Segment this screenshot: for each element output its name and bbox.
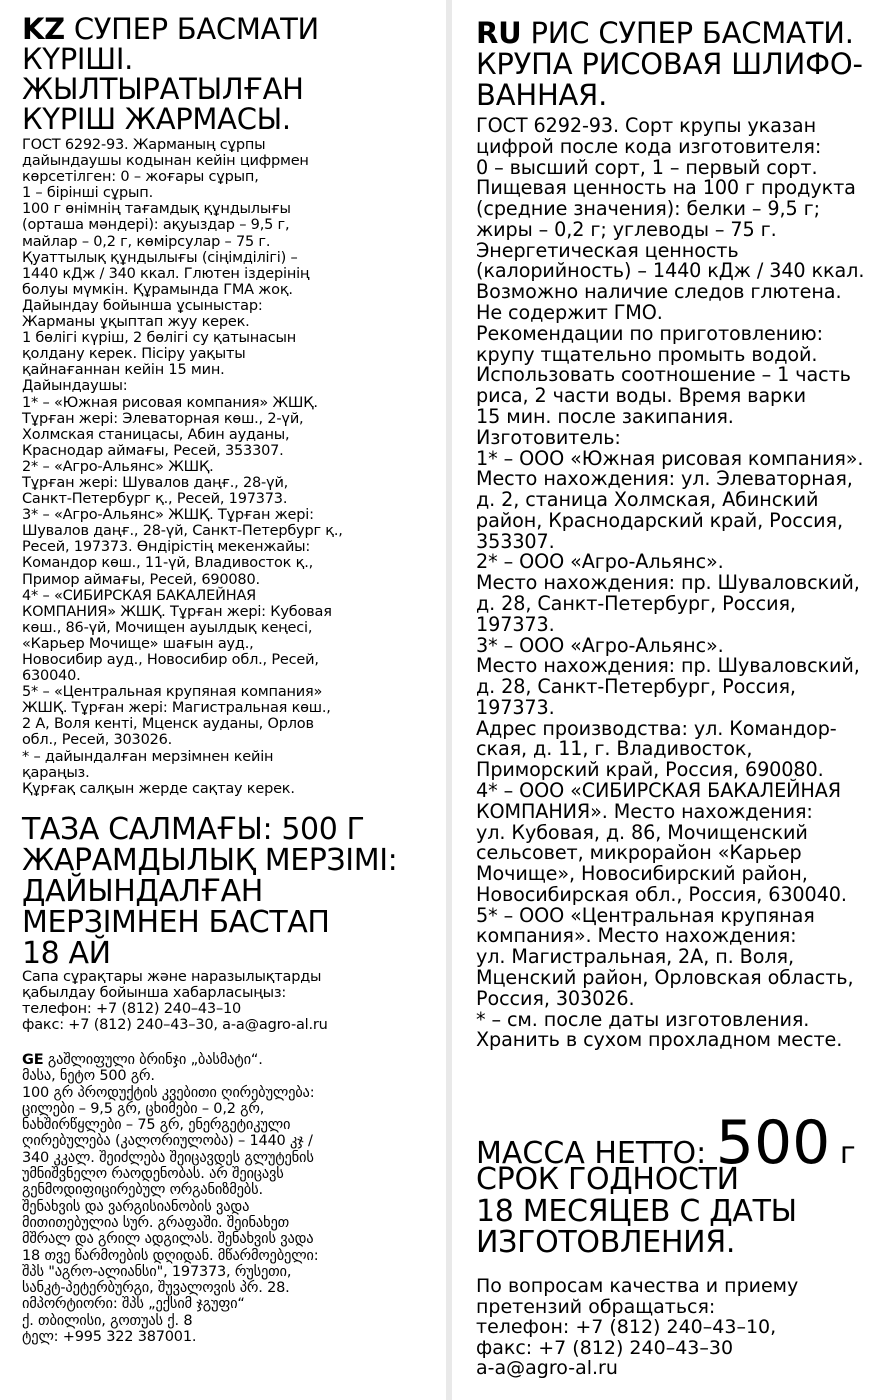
kz-description-line: қайнағаннан кейін 15 мин. xyxy=(22,362,225,379)
kz-description-line: дайындаушы кодынан кейін цифрмен xyxy=(22,153,309,170)
ru-description-line: сельсовет, микрорайон «Карьер xyxy=(476,841,802,865)
ru-description-line: ГОСТ 6292-93. Сорт крупы указан xyxy=(476,114,817,137)
kz-description-line: майлар – 0,2 г, көмірсулар – 75 г. xyxy=(22,233,271,250)
kz-language-code: KZ xyxy=(22,12,65,46)
ru-title-line: RU РИС СУПЕР БАСМАТИ. xyxy=(476,16,854,50)
ru-contacts xyxy=(476,1276,886,1379)
ge-description-line: შპს "აგრო-ალიანსი", 197373, რუსეთი, xyxy=(22,1263,292,1280)
ru-description-line: Возможно наличие следов глютена. xyxy=(476,280,842,304)
kz-shelf-life-line: МЕРЗІМНЕН БАСТАП xyxy=(22,905,330,940)
kz-phone: телефон: +7 (812) 240–43–10 xyxy=(22,1001,242,1017)
ru-description-line: 3* – ООО «Агро-Альянс». xyxy=(476,633,724,657)
ru-description-line: компания». Место нахождения: xyxy=(476,924,797,948)
ru-title-line: ВАННАЯ. xyxy=(476,78,608,112)
kz-description-line: Санкт-Петербург қ., Ресей, 197373. xyxy=(22,491,288,508)
kz-description-line: «Карьер Мочище» шағын ауд., xyxy=(22,635,254,652)
kz-description-line: Дайындаушы: xyxy=(22,378,128,395)
ru-description-line: цифрой после кода изготовителя: xyxy=(476,134,822,158)
kz-description-line: Жарманы ұқыптап жуу керек. xyxy=(22,314,250,331)
ru-description-line: 4* – ООО «СИБИРСКАЯ БАКАЛЕЙНАЯ xyxy=(476,779,841,802)
kz-contact-line: Сапа сұрақтары және наразылықтарды xyxy=(22,969,322,985)
ru-language-code: RU xyxy=(476,16,522,50)
ru-fax: факс: +7 (812) 240–43–30 xyxy=(476,1336,734,1359)
ru-net-weight-unit: г xyxy=(839,1136,856,1171)
kz-description-line: Тұрған жері: Элеваторная көш., 2-үй, xyxy=(22,410,304,427)
ru-title xyxy=(476,18,886,111)
ru-email: а-а@agro-al.ru xyxy=(476,1357,618,1379)
kz-contact-line: қабылдау бойынша хабарласыңыз: xyxy=(22,985,287,1001)
ru-description-line: Адрес производства: ул. Командор- xyxy=(476,716,837,740)
ru-contact-line: По вопросам качества и приему xyxy=(476,1275,799,1297)
ru-description-line: д. 28, Санкт-Петербург, Россия, xyxy=(476,591,796,615)
kz-description xyxy=(22,137,444,797)
ru-description-line: жиры – 0,2 г; углеводы – 75 г. xyxy=(476,217,777,241)
ru-description-line: 197373. xyxy=(476,695,555,719)
ge-description-line: უმნიშვნელო რაოდენობას. არ შეიცავს xyxy=(22,1166,284,1183)
ru-phone: телефон: +7 (812) 240–43–10, xyxy=(476,1316,777,1338)
ru-shelf-life xyxy=(476,1164,886,1259)
ru-description-line: ул. Кубовая, д. 86, Мочищенский xyxy=(476,820,808,844)
ru-shelf-life-line: 18 МЕСЯЦЕВ С ДАТЫ xyxy=(476,1193,797,1229)
kz-description-line: 1 бөлігі күріш, 2 бөлігі су қатынасын xyxy=(22,330,297,347)
kz-contacts xyxy=(22,969,442,1033)
kz-shelf-life-line: 18 АЙ xyxy=(22,936,111,971)
ru-description-line: Рекомендации по приготовлению: xyxy=(476,321,823,345)
ru-description-line: Энергетическая ценность xyxy=(476,238,739,262)
ru-description-line: Хранить в сухом прохладном месте. xyxy=(476,1028,843,1052)
kz-description-line: * – дайындалған мерзімнен кейін xyxy=(22,748,274,765)
kz-description-line: 1440 кДж / 340 ккал. Глютен іздерінің xyxy=(22,265,310,282)
kz-description-line: 3* – «Агро-Альянс» ЖШҚ. Тұрған жері: xyxy=(22,507,314,524)
ru-description-line: 0 – высший сорт, 1 – первый сорт. xyxy=(476,155,818,179)
kz-description-line: Ресей, 197373. Өндірістің мекенжайы: xyxy=(22,539,311,556)
kz-description-line: Қуаттылық құндылығы (сіңімділігі) – xyxy=(22,249,298,266)
ru-description-line: Пищевая ценность на 100 г продукта xyxy=(476,176,856,200)
kz-description-line: болуы мүмкін. Құрамында ГМА жоқ. xyxy=(22,281,293,298)
kz-description-line: Командор көш., 11-үй, Владивосток қ., xyxy=(22,555,314,572)
kz-shelf-life-line: ДАЙЫНДАЛҒАН xyxy=(22,874,263,909)
ru-description-line: ул. Магистральная, 2А, п. Воля, xyxy=(476,945,794,969)
ge-description-line: ტელ: +995 322 387001. xyxy=(22,1329,197,1346)
ru-description-line: Изготовитель: xyxy=(476,425,621,449)
ru-net-weight-value: 500 xyxy=(715,1108,831,1178)
kz-description-line: Құрғақ салқын жерде сақтау керек. xyxy=(22,780,295,797)
ru-description-line: Место нахождения: пр. Шуваловский, xyxy=(476,654,860,678)
ge-language-code: GE xyxy=(22,1052,44,1068)
ge-description-line: გენმოდიფიცირებულ ორგანიზმებს. xyxy=(22,1182,263,1199)
kz-description-line: көш., 86-үй, Мочищен ауылдық кеңесі, xyxy=(22,619,313,636)
kz-description-line: ГОСТ 6292-93. Жарманың сұрпы xyxy=(22,137,266,153)
ru-net-weight-label: МАССА НЕТТО: xyxy=(476,1136,707,1171)
kz-description-line: Краснодар аймағы, Ресей, 353307. xyxy=(22,442,284,459)
ru-description-line: (средние значения): белки – 9,5 г; xyxy=(476,197,820,221)
kz-description-line: КОМПАНИЯ» ЖШҚ. Тұрған жері: Кубовая xyxy=(22,603,332,620)
ru-description-line: крупу тщательно промыть водой. xyxy=(476,342,818,366)
kz-description-line: Дайындау бойынша ұсыныстар: xyxy=(22,297,263,314)
ge-description-line: სანკტ-პეტერბურგი, შუვალოვის პრ. 28. xyxy=(22,1280,290,1297)
kz-description-line: қараңыз. xyxy=(22,764,90,781)
ge-description-line: 340 კკალ. შეიძლება შეიცავდეს გლუტენის xyxy=(22,1149,314,1166)
kz-description-line: Шувалов даңғ., 28-үй, Санкт-Петербург қ., xyxy=(22,523,343,540)
ru-description-line: д. 2, станица Холмская, Абинский xyxy=(476,488,819,512)
ru-description-line: 1* – ООО «Южная рисовая компания». xyxy=(476,446,864,470)
ru-description-line: Место нахождения: ул. Элеваторная, xyxy=(476,467,853,491)
ge-description-line: ღირებულება (კალორიულობა) – 1440 კჯ / xyxy=(22,1133,313,1150)
ge-description-line: შენახვის და ვარგისიანობის ვადა xyxy=(22,1198,250,1215)
ru-description-line: Новосибирская обл., Россия, 630040. xyxy=(476,882,847,906)
ge-description-line: 100 გრ პროდუქტის კვებითი ღირებულება: xyxy=(22,1084,315,1101)
ge-description-line: ნახშირწყლები – 75 გრ, ენერგეტიკული xyxy=(22,1117,291,1134)
kz-title-line: ЖЫЛТЫРАТЫЛҒАН xyxy=(22,72,304,106)
kz-title-line: КҮРІШІ. xyxy=(22,42,134,76)
kz-description-line: ЖШҚ. Тұрған жері: Магистральная көш., xyxy=(22,700,331,717)
kz-description-line: қолдану керек. Пісіру уақыты xyxy=(22,346,246,363)
kz-title-line: KZ СУПЕР БАСМАТИ xyxy=(22,12,319,46)
ru-description-line: Мценский район, Орловская область, xyxy=(476,966,854,990)
ge-description-line: ცილები – 9,5 გრ, ცხიმები – 0,2 გრ, xyxy=(22,1100,265,1117)
kz-description-line: Примор аймағы, Ресей, 690080. xyxy=(22,571,260,588)
kz-title-line: КҮРІШ ЖАРМАСЫ. xyxy=(22,102,291,136)
ru-description-line: Приморский край, Россия, 690080. xyxy=(476,758,824,782)
ru-description-line: 5* – ООО «Центральная крупяная xyxy=(476,903,815,927)
ge-description-line: იმპორტიორი: შპს „ექსიმ ჯგუფი“ xyxy=(22,1296,245,1313)
kz-net-weight: ТАЗА САЛМАҒЫ: 500 Г xyxy=(22,812,365,847)
ru-description-line: 353307. xyxy=(476,529,555,553)
ru-description-line: Мочище», Новосибирский район, xyxy=(476,862,808,886)
ru-description-line: риса, 2 части воды. Время варки xyxy=(476,384,806,408)
ru-shelf-life-line: СРОК ГОДНОСТИ xyxy=(476,1162,739,1197)
kz-description-line: 630040. xyxy=(22,668,81,685)
ge-description-line: ქ. თბილისი, გოთუას ქ. 8 xyxy=(22,1312,193,1329)
kz-description-line: 1* – «Южная рисовая компания» ЖШҚ. xyxy=(22,394,318,411)
ru-description-line: д. 28, Санкт-Петербург, Россия, xyxy=(476,675,796,699)
kz-description-line: (орташа мәндері): ақуыздар – 9,5 г, xyxy=(22,217,290,234)
ru-description-line: Место нахождения: пр. Шуваловский, xyxy=(476,571,860,595)
ru-title-line: КРУПА РИСОВАЯ ШЛИФО- xyxy=(476,47,863,81)
kz-description-line: обл., Ресей, 303026. xyxy=(22,732,173,749)
ru-description xyxy=(476,116,888,1051)
kz-description-line: Новосибир ауд., Новосибир обл., Ресей, xyxy=(22,652,319,668)
ru-contact-line: претензий обращаться: xyxy=(476,1295,716,1318)
ru-description-line: 15 мин. после закипания. xyxy=(476,404,734,428)
ge-description-line: მითითებულია სურ. გრაფაში. შეინახეთ xyxy=(22,1214,290,1231)
ge-title-line: GE გაშლიფული ბრინჯი „ბასმატი“. xyxy=(22,1052,263,1068)
kz-description-line: 4* – «СИБИРСКАЯ БАКАЛЕЙНАЯ xyxy=(22,587,257,604)
ru-description-line: Использовать соотношение – 1 часть xyxy=(476,363,851,387)
ru-shelf-life-line: ИЗГОТОВЛЕНИЯ. xyxy=(476,1225,736,1260)
kz-description-line: 100 г өнімнің тағамдық құндылығы xyxy=(22,201,291,218)
kz-description-line: 2 А, Воля кенті, Мценск ауданы, Орлов xyxy=(22,716,314,733)
kz-shelf-life-line: ЖАРАМДЫЛЫҚ МЕРЗІМІ: xyxy=(22,843,398,878)
ru-description-line: (калорийность) – 1440 кДж / 340 ккал. xyxy=(476,259,865,283)
ru-description-line: КОМПАНИЯ». Место нахождения: xyxy=(476,799,813,823)
kz-net-weight-and-shelf-life xyxy=(22,814,442,969)
kz-fax-email: факс: +7 (812) 240–43–30, а-а@agro-al.ru xyxy=(22,1017,328,1033)
ru-description-line: ская, д. 11, г. Владивосток, xyxy=(476,737,753,761)
ru-description-line: 197373. xyxy=(476,612,555,636)
ge-description-line: მასა, ნეტო 500 გრ. xyxy=(22,1068,155,1085)
ru-description-line: район, Краснодарский край, Россия, xyxy=(476,508,843,532)
georgian-description xyxy=(22,1052,442,1345)
ge-description-line: 18 თვე წარმოების დღიდან. მწარმოებელი: xyxy=(22,1247,319,1264)
ru-description-line: 2* – ООО «Агро-Альянс». xyxy=(476,550,724,574)
kz-description-line: Тұрған жері: Шувалов даңғ., 28-үй, xyxy=(22,474,289,491)
ru-description-line: Россия, 303026. xyxy=(476,986,635,1010)
kz-description-line: 5* – «Центральная крупяная компания» xyxy=(22,684,323,701)
kz-description-line: Холмская станицасы, Абин ауданы, xyxy=(22,426,290,443)
kz-description-line: көрсетілген: 0 – жоғары сұрып, xyxy=(22,169,259,186)
kz-title xyxy=(22,14,442,134)
ru-description-line: * – см. после даты изготовления. xyxy=(476,1007,810,1031)
ru-description-line: Не содержит ГМО. xyxy=(476,301,663,325)
russian-column xyxy=(452,0,891,1400)
ge-description-line: მშრალ და გრილ ადგილას. შენახვის ვადა xyxy=(22,1231,314,1248)
kz-description-line: 2* – «Агро-Альянс» ЖШҚ. xyxy=(22,458,214,475)
kz-description-line: 1 – бірінші сұрып. xyxy=(22,185,153,202)
